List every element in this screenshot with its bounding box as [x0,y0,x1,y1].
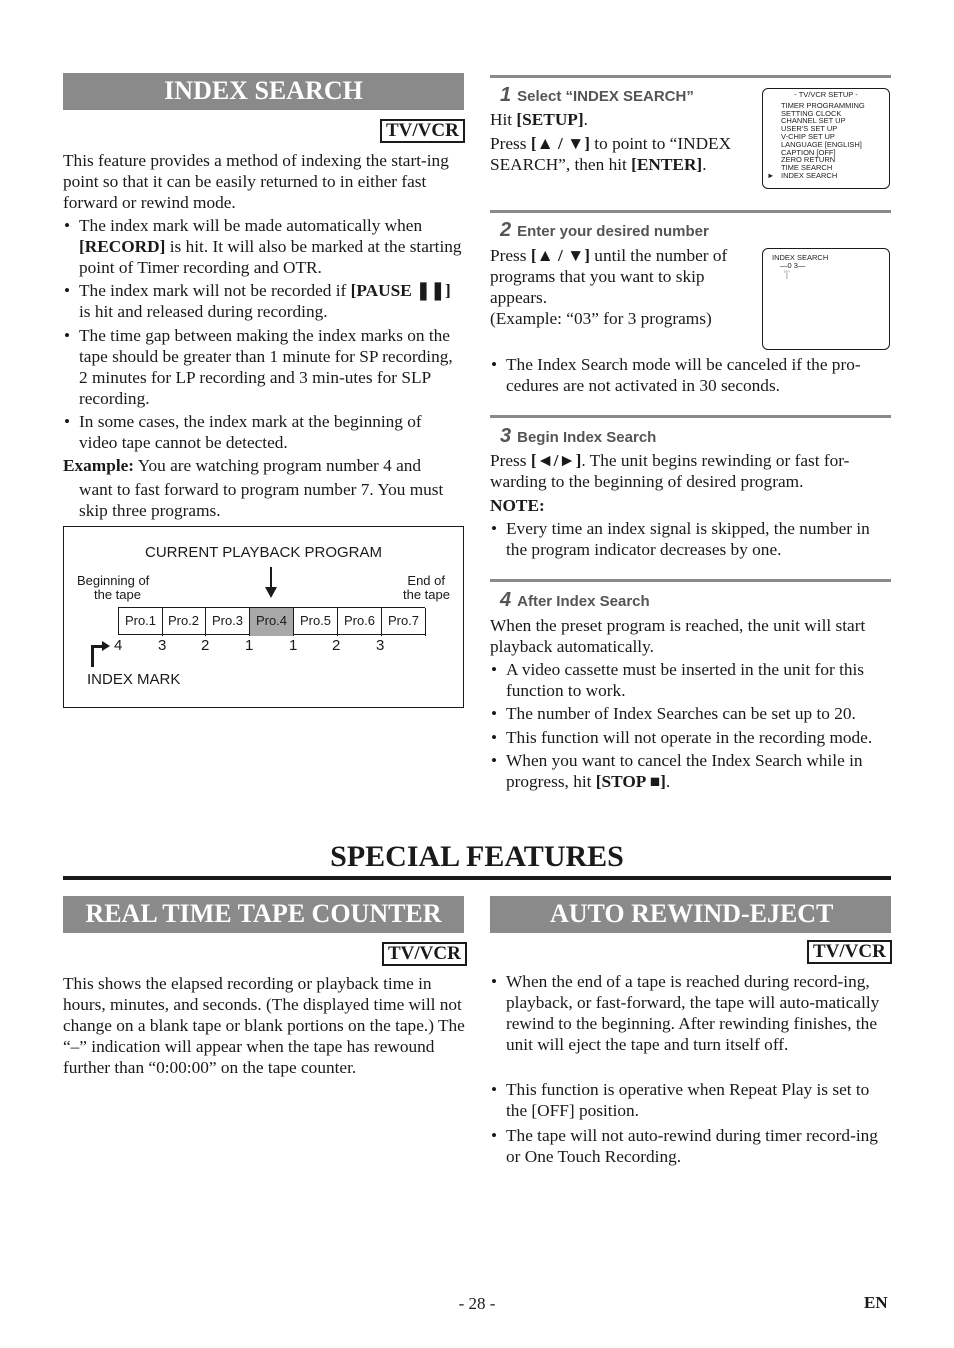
step-1-line-2: Press [▲ / ▼] to point to “INDEX [490,134,732,153]
index-bullet-1: • The index mark will be made automatically when [RECORD] is hit. It will also be marked at the starting point of Timer recording and OTR. [63,215,463,278]
setup-menu-item: LANGUAGE [ENGLISH] [781,139,862,149]
index-mark-label: INDEX MARK [87,671,181,688]
setup-menu-screen [762,88,890,189]
setup-menu-item: SETTING CLOCK [781,108,842,118]
index-bullet-3: • The time gap between making the index marks on the tape should be greater than 1 minute for SP recording, 2 minutes for LP recording and 3 min-utes for SLP recording. [63,325,463,409]
step-4-rule [490,579,891,582]
step-2-bullet: • The Index Search mode will be canceled if the pro-cedures are not activated in 30 seconds. [490,354,891,396]
blink-indicator-icon: ′|‵ [784,268,791,279]
auto-rewind-heading: AUTO REWIND-EJECT [550,899,834,928]
step-4-bullet-3: • This function will not operate in the recording mode. [490,727,891,748]
skip-number: 4 [114,637,123,654]
skip-number: 3 [376,637,385,654]
step-2-line-4: (Example: “03” for 3 programs) [490,309,712,328]
step-1-line-3: SEARCH”, then hit [ENTER]. [490,155,707,174]
step-2-title: 2 Enter your desired number [500,219,709,241]
step-1-rule [490,75,891,78]
diagram-right-label-2: the tape [403,587,450,602]
step-3-text: Press [◄/►]. The unit begins rewinding or fast for-warding to the beginning of desired program. [490,451,850,491]
step-2-line-2: programs that you want to skip [490,267,705,286]
auto-rewind-bullet-2: • This function is operative when Repeat Play is set to the [OFF] position. [490,1079,891,1121]
skip-number: 1 [245,637,254,654]
skip-number: 1 [289,637,298,654]
index-mark-diagram [63,526,464,708]
diagram-left-label-1: Beginning of [77,573,150,588]
auto-rewind-bullet-1: • When the end of a tape is reached during record-ing, playback, or fast-forward, the tape will auto-matically rewind to the beginning. After rewinding finishes, the unit will eject the tape and turn itself off. [490,971,891,1055]
program-cell: Pro.5 [294,608,338,636]
auto-rewind-heading-bar [490,896,891,933]
skip-number: 2 [201,637,210,654]
index-search-heading: INDEX SEARCH [164,76,363,105]
index-search-screen-header: INDEX SEARCH [772,253,829,262]
setup-menu-item: TIME SEARCH [781,163,833,173]
auto-rewind-mode-tag: TV/VCR [807,940,892,964]
step-3-bullet: • Every time an index signal is skipped, the number in the program indicator decreases by one. [490,518,891,560]
program-cell: Pro.4 [250,608,294,636]
skip-number: 2 [332,637,341,654]
auto-rewind-bullet-3: • The tape will not auto-rewind during timer record-ing or One Touch Recording. [490,1125,891,1167]
setup-menu-item: CHANNEL SET UP [781,116,846,126]
current-program-arrow-icon [270,567,272,589]
current-program-arrowhead-icon [265,587,277,598]
setup-menu-item: CAPTION [OFF] [781,147,836,157]
program-cell: Pro.1 [119,608,163,636]
setup-menu-list [763,102,889,180]
step-2-line-3: appears. [490,288,548,307]
step-4-title: 4 After Index Search [500,589,650,611]
step-3-rule [490,415,891,418]
index-bullet-4: • In some cases, the index mark at the beginning of video tape cannot be detected. [63,411,463,453]
index-search-intro: This feature provides a method of indexing the start-ing point so that it can be easily returned to in either fast forward or rewind mode. [63,151,449,212]
step-1-title: 1 Select “INDEX SEARCH” [500,84,694,106]
setup-menu-item: USER'S SET UP [781,124,838,134]
real-time-heading: REAL TIME TAPE COUNTER [85,899,442,928]
special-features-rule [63,876,891,880]
menu-cursor-icon: ► [767,170,775,180]
skip-number-row [64,637,463,657]
language-badge: EN [864,1293,888,1312]
diagram-left-label-2: the tape [94,587,141,602]
setup-menu-item: INDEX SEARCH ► [767,170,838,180]
skip-number: 3 [158,637,167,654]
step-3-note-label: NOTE: [490,496,545,515]
program-cell: Pro.7 [382,608,426,636]
setup-menu-item: V-CHIP SET UP [781,131,835,141]
step-4-text: When the preset program is reached, the unit will start playback automatically. [490,616,866,656]
step-4-bullet-1: • A video cassette must be inserted in the unit for this function to work. [490,659,891,701]
program-cell: Pro.6 [338,608,382,636]
special-features-title: SPECIAL FEATURES [330,840,624,873]
real-time-heading-bar [63,896,464,933]
real-time-mode-tag: TV/VCR [382,942,467,966]
setup-menu-header: - TV/VCR SETUP - [794,90,858,99]
setup-menu-item: TIMER PROGRAMMING [781,100,865,110]
index-search-screen [762,248,890,350]
program-cell: Pro.2 [162,608,206,636]
setup-menu-item: ZERO RETURN [781,155,836,165]
index-bullet-2: • The index mark will not be recorded if [PAUSE ❚❚] is hit and released during recording. [63,280,463,322]
step-4-bullet-2: • The number of Index Searches can be set up to 20. [490,703,891,724]
index-search-screen-value: —0 3— [780,260,806,270]
step-3-title: 3 Begin Index Search [500,425,657,447]
diagram-title: CURRENT PLAYBACK PROGRAM [145,544,382,561]
example-line-1: Example: You are watching program number 4 and [63,456,422,475]
program-cell: Pro.3 [206,608,250,636]
tv-vcr-mode-tag: TV/VCR [380,119,465,143]
program-strip [118,607,425,635]
step-2-line-1: Press [▲ / ▼] until the number of [490,246,728,265]
diagram-right-label-1: End of [407,573,445,588]
step-2-rule [490,210,891,213]
example-line-2: want to fast forward to program number 7. You must skip three programs. [79,480,444,520]
step-4-bullet-4: • When you want to cancel the Index Search while in progress, hit [STOP ■]. [490,750,891,792]
step-1-line-1: Hit [SETUP]. [490,110,588,129]
index-search-heading-bar [63,73,464,110]
real-time-text: This shows the elapsed recording or playback time in hours, minutes, and seconds. (The displayed time will not change on a blank tape or blank portions on the tape.) The “–” indication will appear when the tape has rewound further than “0:00:00” on the tape counter. [63,974,465,1077]
page-number: - 28 - [458,1294,496,1313]
